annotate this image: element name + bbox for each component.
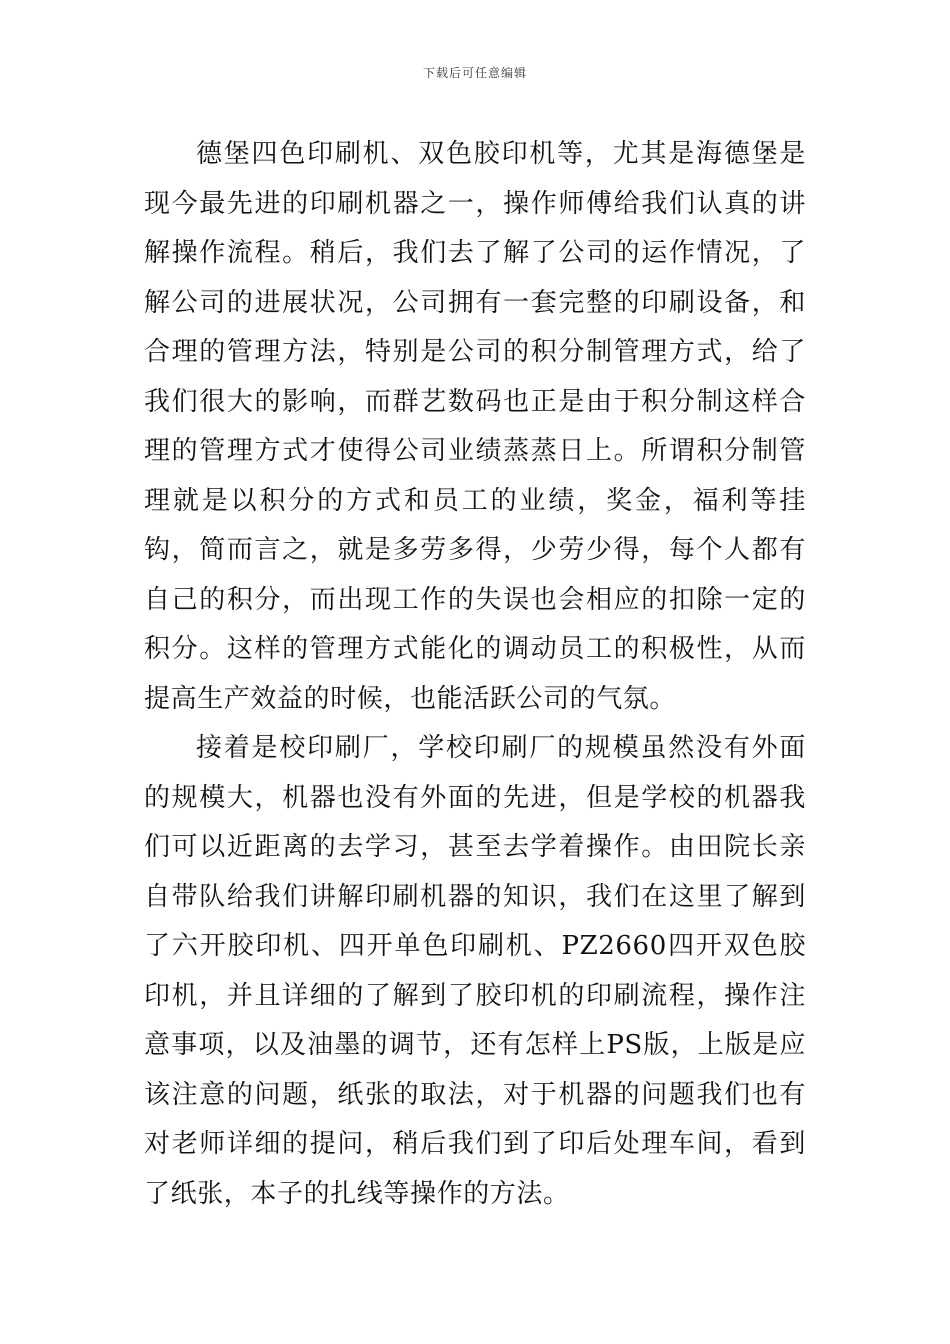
page-header-note: 下载后可任意编辑 xyxy=(422,66,527,80)
paragraph-1: 德堡四色印刷机、双色胶印机等，尤其是海德堡是现今最先进的印刷机器之一，操作师傅给我们认真的讲解操作流程。稍后，我们去了解了公司的运作情况，了解公司的进展状况，公司拥有一套完整的印刷设备，和合理的管理方法，特别是公司的积分制管理方式，给了我们很大的影响，而群艺数码也正是由于积分制这样合理的管理方式才使得公司业绩蒸蒸日上。所谓积分制管理就是以积分的方式和员工的业绩，奖金，福利等挂钩，简而言之，就是多劳多得，少劳少得，每个人都有自己的积分，而出现工作的失误也会相应的扣除一定的积分。这样的管理方式能化的调动员工的积极性，从而提高生产效益的时候，也能活跃公司的气氛。 xyxy=(144,139,806,714)
paragraph-2: 接着是校印刷厂，学校印刷厂的规模虽然没有外面的规模大，机器也没有外面的先进，但是学校的机器我们可以近距离的去学习，甚至去学着操作。由田院长亲自带队给我们讲解印刷机器的知识，我们在这里了解到了六开胶印机、四开单色印刷机、PZ2660四开双色胶印机，并且详细的了解到了胶印机的印刷流程，操作注意事项，以及油墨的调节，还有怎样上PS版，上版是应该注意的问题，纸张的取法，对于机器的问题我们也有对老师详细的提问，稍后我们到了印后处理车间，看到了纸张，本子的扎线等操作的方法。 xyxy=(144,733,806,1209)
document-body xyxy=(144,130,806,1219)
